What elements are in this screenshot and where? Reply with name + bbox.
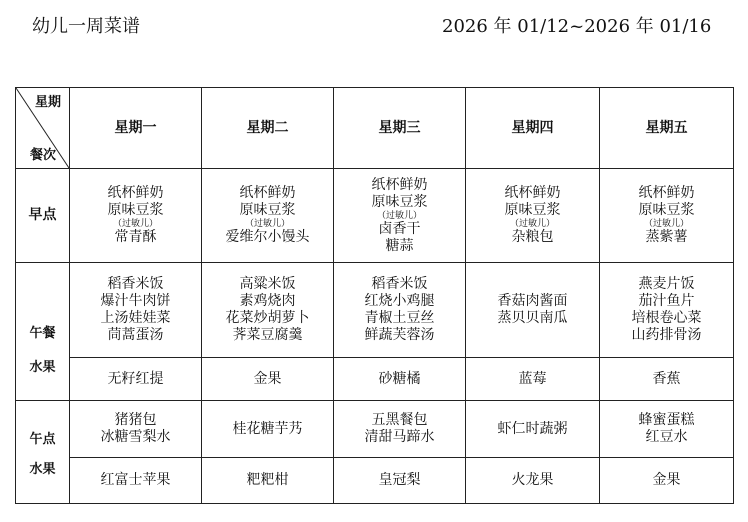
- snack-fruit-label: 水果: [29, 462, 56, 477]
- corner-meal-label: 餐次: [30, 148, 57, 163]
- menu-item: 原味豆浆: [638, 202, 695, 218]
- snack-cell: [600, 401, 734, 458]
- breakfast-label: 早点: [16, 169, 70, 263]
- menu-item: 纸杯鲜奶: [239, 185, 296, 201]
- fruit-cell: 蓝莓: [466, 358, 600, 401]
- allergy-note: （过敏儿）: [509, 219, 555, 229]
- fruit-cell: 皇冠梨: [334, 458, 466, 504]
- menu-item: 稻香米饭: [371, 276, 428, 292]
- corner-day-label: 星期: [34, 95, 61, 110]
- lunch-cell: [202, 263, 334, 358]
- menu-item: 桂花糖芋艿: [232, 420, 303, 437]
- menu-item: 花菜炒胡萝卜: [225, 310, 310, 326]
- menu-item: 燕麦片饭: [638, 276, 695, 292]
- fruit-cell: 粑粑柑: [202, 458, 334, 504]
- menu-item: 纸杯鲜奶: [504, 185, 561, 201]
- breakfast-row: [16, 169, 734, 263]
- lunch-cell: [600, 263, 734, 358]
- day-header: 星期一: [70, 88, 202, 169]
- menu-item: 上汤娃娃菜: [100, 310, 171, 326]
- lunch-fruit-label: 水果: [29, 360, 56, 375]
- lunch-fruit-row: [16, 358, 734, 401]
- fruit-cell: 香蕉: [600, 358, 734, 401]
- fruit-cell: 砂糖橘: [334, 358, 466, 401]
- lunch-cell: [70, 263, 202, 358]
- menu-item: 红烧小鸡腿: [364, 293, 435, 309]
- menu-item: 卤香干: [378, 220, 421, 237]
- menu-item: 爱维尔小馒头: [225, 229, 310, 245]
- weekly-menu-table: [15, 87, 734, 504]
- menu-item: 清甜马蹄水: [364, 429, 435, 445]
- lunch-row: [16, 263, 734, 358]
- menu-item: 原味豆浆: [239, 202, 296, 218]
- corner-cell: [16, 88, 70, 169]
- breakfast-cell: [334, 169, 466, 263]
- day-header: 星期四: [466, 88, 600, 169]
- menu-item: 冰糖雪梨水: [100, 429, 171, 445]
- menu-item: 高粱米饭: [239, 276, 296, 292]
- date-range: 2026 年 01/12~2026 年 01/16: [442, 16, 712, 37]
- snack-cell: [202, 401, 334, 458]
- menu-item: 纸杯鲜奶: [638, 185, 695, 201]
- menu-item: 香菇肉酱面: [497, 293, 568, 309]
- header-row: [16, 88, 734, 169]
- fruit-cell: 金果: [202, 358, 334, 401]
- lunch-cell: [334, 263, 466, 358]
- allergy-note: （过敏儿）: [643, 219, 689, 229]
- menu-item: 虾仁时蔬粥: [497, 420, 568, 437]
- menu-item: 素鸡烧肉: [239, 293, 296, 309]
- snack-fruit-row: [16, 458, 734, 504]
- menu-item: 爆汁牛肉饼: [100, 293, 171, 309]
- menu-item: 原味豆浆: [504, 202, 561, 218]
- menu-item: 蒸贝贝南瓜: [497, 310, 568, 326]
- fruit-cell: 金果: [600, 458, 734, 504]
- menu-item: 杂粮包: [511, 229, 554, 245]
- allergy-note: （过敏儿）: [244, 219, 290, 229]
- menu-item: 原味豆浆: [371, 193, 428, 210]
- menu-item: 山药排骨汤: [631, 327, 702, 343]
- day-header: 星期五: [600, 88, 734, 169]
- fruit-cell: 红富士苹果: [70, 458, 202, 504]
- lunch-cell: [466, 263, 600, 358]
- snack-row: [16, 401, 734, 458]
- snack-label-cell: [16, 401, 70, 504]
- menu-item: 常青酥: [114, 229, 157, 245]
- menu-item: 稻香米饭: [107, 276, 164, 292]
- menu-item: 纸杯鲜奶: [371, 176, 428, 193]
- menu-item: 纸杯鲜奶: [107, 185, 164, 201]
- allergy-note: （过敏儿）: [112, 219, 158, 229]
- breakfast-cell: [600, 169, 734, 263]
- menu-item: 原味豆浆: [107, 202, 164, 218]
- menu-item: 茄汁鱼片: [638, 293, 695, 309]
- page-title: 幼儿一周菜谱: [32, 16, 140, 37]
- snack-cell: [70, 401, 202, 458]
- menu-item: 蜂蜜蛋糕: [638, 412, 695, 428]
- menu-item: 蒸紫薯: [645, 229, 688, 245]
- day-header: 星期三: [334, 88, 466, 169]
- day-header: 星期二: [202, 88, 334, 169]
- snack-cell: [466, 401, 600, 458]
- menu-item: 培根卷心菜: [631, 310, 702, 326]
- menu-item: 青椒土豆丝: [364, 310, 435, 326]
- menu-item: 鲜蔬芙蓉汤: [364, 327, 435, 343]
- snack-cell: [334, 401, 466, 458]
- menu-item: 荠菜豆腐羹: [232, 327, 303, 343]
- breakfast-cell: [202, 169, 334, 263]
- allergy-note: （过敏儿）: [376, 210, 422, 221]
- menu-item: 糖蒜: [385, 237, 414, 254]
- snack-label: 午点: [29, 432, 56, 447]
- menu-item: 五黑餐包: [371, 412, 428, 428]
- fruit-cell: 无籽红提: [70, 358, 202, 401]
- lunch-label: 午餐: [29, 326, 56, 341]
- lunch-label-cell: [16, 263, 70, 401]
- fruit-cell: 火龙果: [466, 458, 600, 504]
- breakfast-cell: [466, 169, 600, 263]
- menu-item: 猪猪包: [114, 412, 157, 428]
- breakfast-cell: [70, 169, 202, 263]
- menu-item: 茼蒿蛋汤: [107, 327, 164, 343]
- menu-item: 红豆水: [645, 429, 688, 445]
